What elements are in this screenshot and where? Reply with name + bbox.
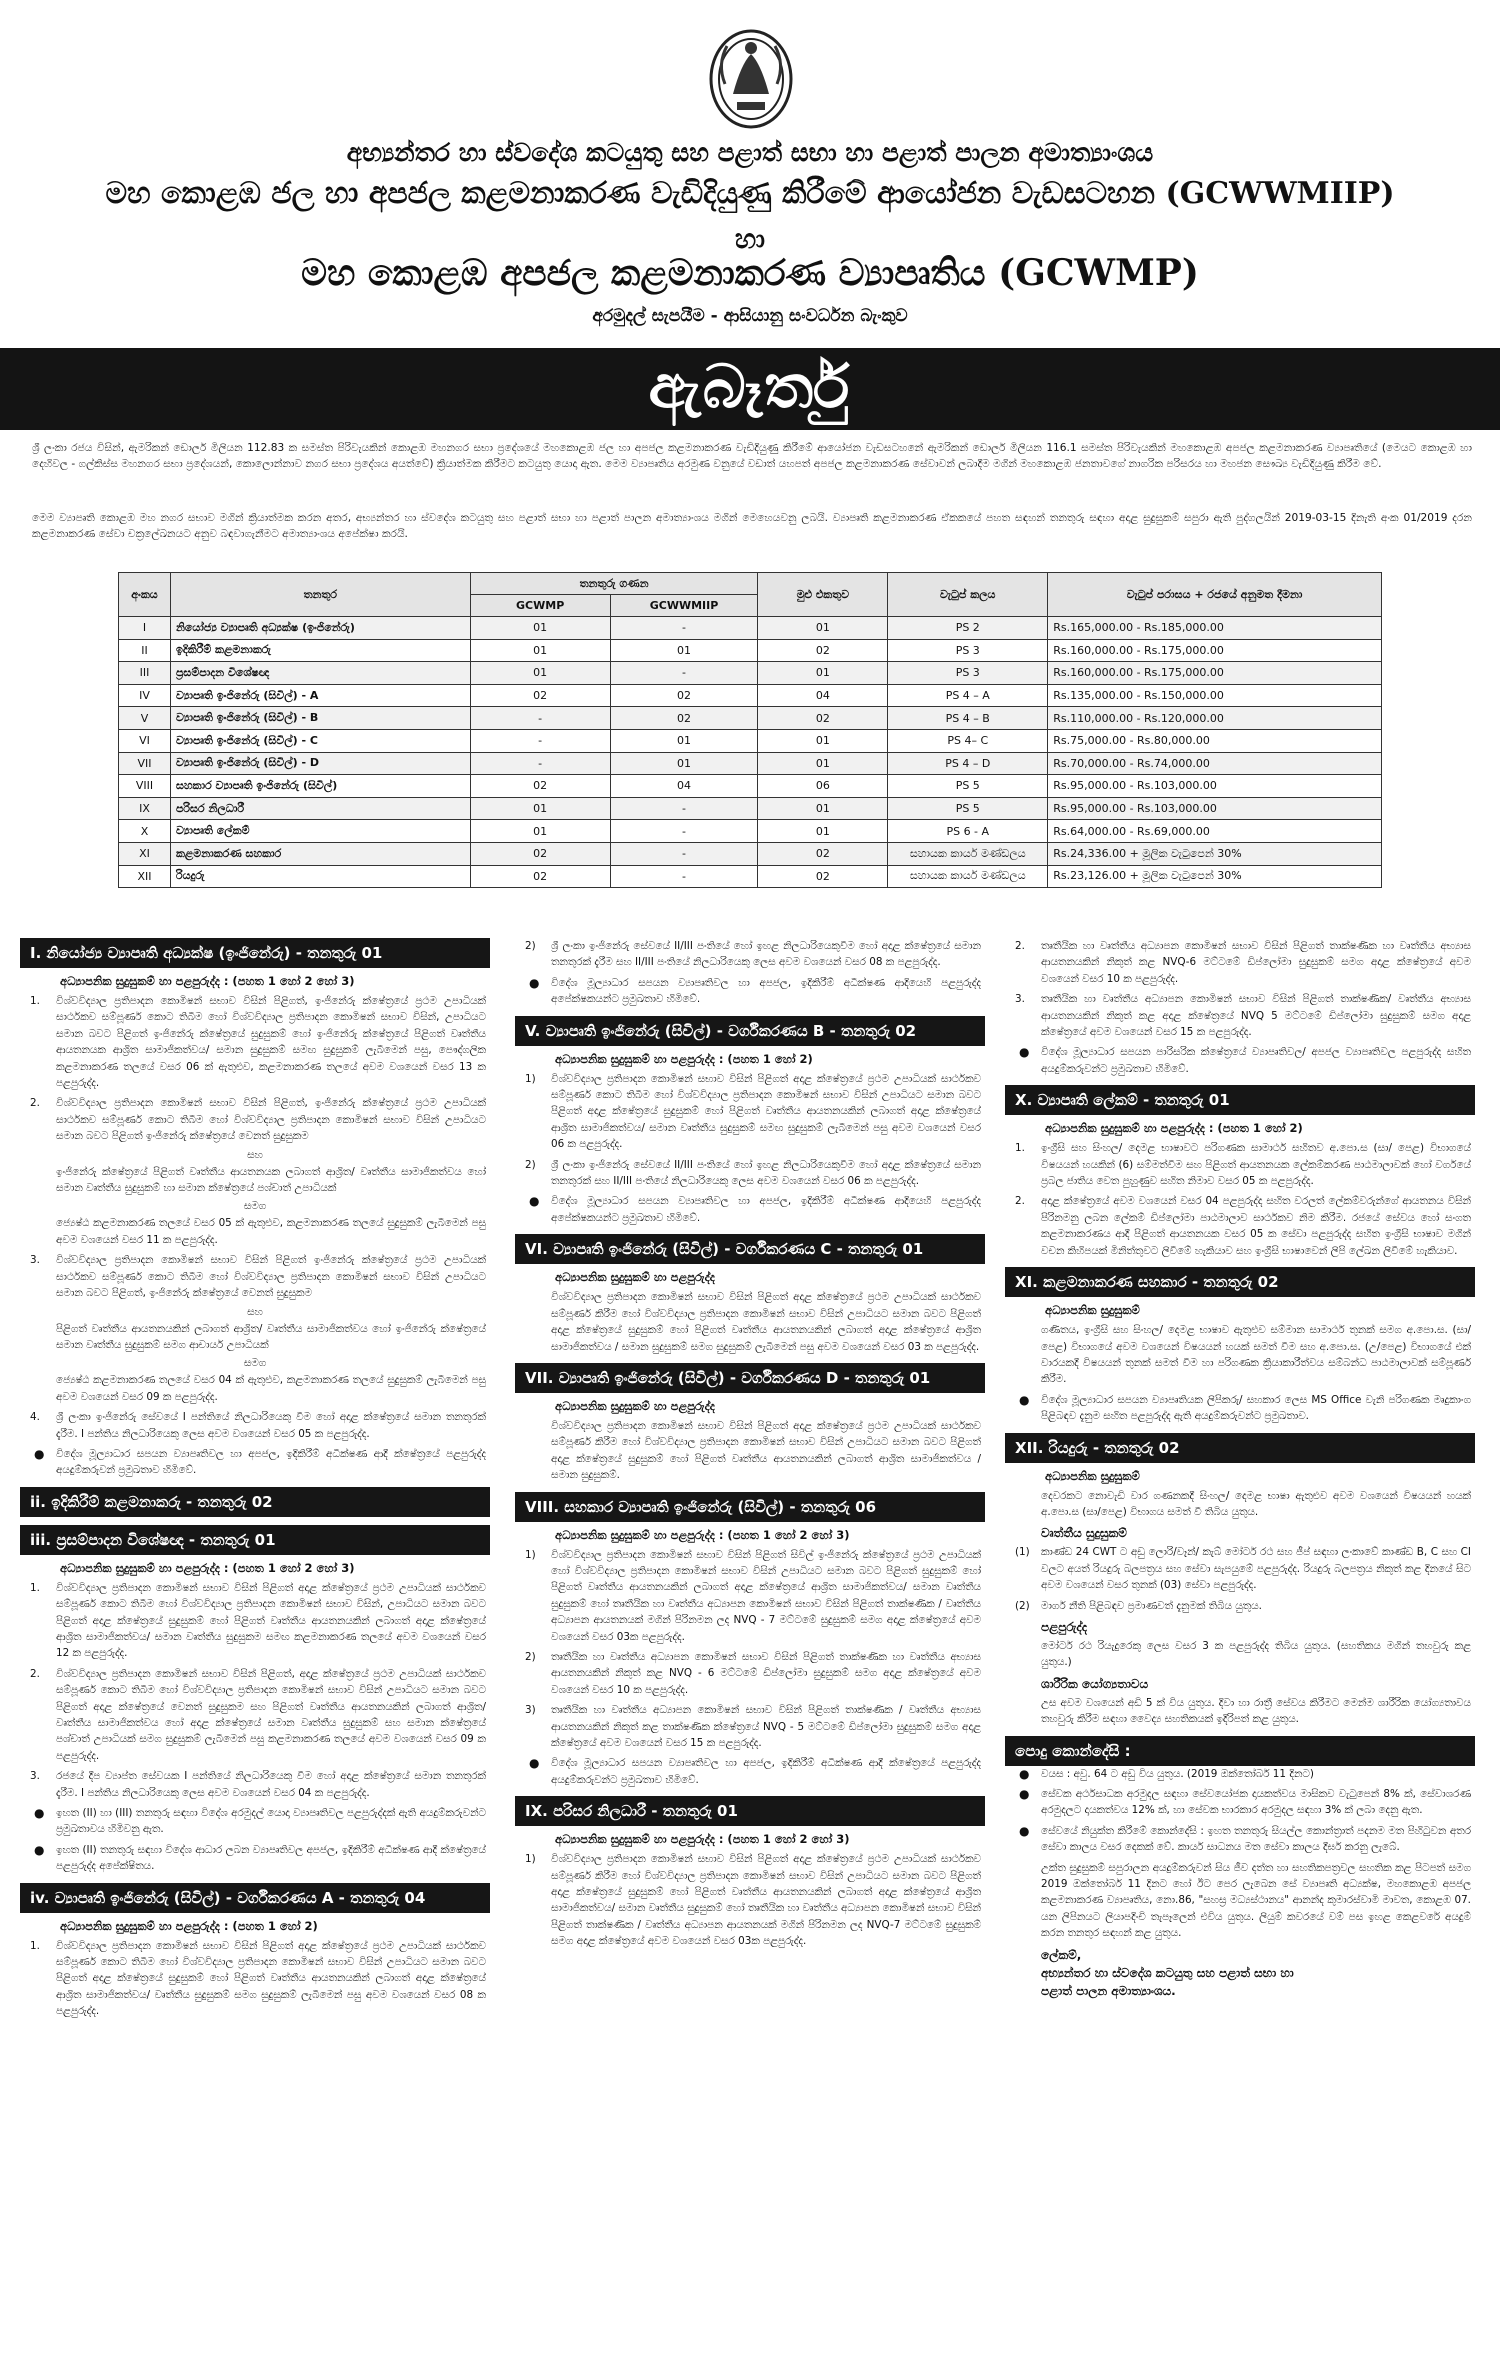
cell-scale: සහායක කාර්ය මණ්ඩලය: [888, 842, 1048, 865]
section-1-item-3c: ජ්‍යෙෂ්ඨ කළමනාකරණ තලයේ වසර 04 ක් ඇතුළුව, කළමනාකරණ තලයේ සුදුසුකම් ලැබීමෙන් පසු අවම වශයෙන් වසර 09 ක පළපුරුද්ද.: [56, 1374, 486, 1403]
cell-gcwmp: 02: [470, 775, 610, 798]
cell-salary: Rs.135,000.00 - Rs.150,000.00: [1048, 684, 1382, 707]
cell-title: ව්‍යාපෘති ඉංජිනේරු (සිවිල්) - C: [170, 729, 470, 752]
col-header-title: තනතුර: [170, 573, 470, 617]
section-8-item-3: 3) තෘතීයික හා වෘත්තීය අධ්‍යාපන කොමිෂන් සභාව විසින් පිළිගත් තාක්ෂණික / වෘත්තීය අභ්‍යාස ආයතනයකින් නිකුත් කළ තාක්ෂණික ක්ෂේත්‍රයේ NVQ - 5 මට්ටමේ ඩිප්ලෝමා සුදුසුකම් සමග අදාළ ක්ෂේත්‍රයේ අවම වශයෙන් වසර 15 ක පළපුරුද්ද.: [551, 1702, 981, 1751]
section-1-title: I. නියෝජ්‍ය ව්‍යාපෘති අධ්‍යක්ෂ (ඉංජිනේරු) - තනතුරු 01: [20, 938, 490, 968]
section-9-bullet: ● විදේශ මූල්‍යාධාර සපයන පාරිසරික ක්ෂේත්‍රයේ ව්‍යාපෘතිවල/ අපජල ව්‍යාපෘතිවල පළපුරුද්ද සහිත අයදුම්කරුවන්ට ප්‍රමුඛතාව හිමිවේ.: [1041, 1044, 1471, 1077]
section-4-subtitle: අධ්‍යාපනික සුදුසුකම් හා පළපුරුද්ද : (පහත 1 හෝ 2): [60, 1918, 318, 1933]
section-9: [515, 1796, 985, 1949]
cell-gcwmp: 02: [470, 842, 610, 865]
intro-paragraph-1: ශ්‍රී ලංකා රජය විසින්, ඇමරිකන් ඩොලර් මිලියන 112.83 ක සමස්ත පිරිවැයකින් කොළඹ මහනගර සභා ප්‍රදේශයේ මහකොළඹ ජල හා අපජල කළමනාකරණ වැඩිදියුණු කිරීමේ ආයෝජන වැඩසටහනේ ඇමරිකන් ඩොලර් මිලියන 116.1 සමස්ත පිරිවැයකින් මහකොළඹ අපජල කළමනාකරණ ව්‍යාපෘතියේ (මෙයට කොළඹ හා දෙහිවල - ගල්කිස්ස මහනගර සභා ප්‍රදේශයන්, කොලොන්නාව නගර සභා ප්‍රදේශය අයත්වේ) ක්‍රියාත්මක කිරීමට කටයුතු යොදා ඇත. මෙම ව්‍යාපෘතිය අරමුණ වනුයේ වඩාත් යහපත් අපජල කළමනාකරණ සේවාවන් ලබාදීම මගින් මහකොළඹ ජනතාවගේ නාගරික පරිසරය හා මහජන සෞඛ්‍ය වැඩිදියුණු කිරීම වේ.: [32, 442, 1472, 470]
connector-and: සහ: [247, 1148, 263, 1161]
cell-total: 06: [758, 775, 888, 798]
col-header-no: අංකය: [119, 573, 171, 617]
cell-gcwmp: 02: [470, 684, 610, 707]
cell-gcwwmiip: -: [610, 797, 758, 820]
section-11: [1005, 1267, 1475, 1424]
section-9-title: IX. පරිසර නිලධාරී - තනතුරු 01: [515, 1796, 985, 1826]
section-3-item-3: 3. රජයේ දීප ව්‍යාප්ත සේවයක I පන්තියේ නිලධාරියෙකු වීම හෝ අදාළ ක්ෂේත්‍රයේ සමාන තනතුරක් දැරීම. I පන්තිය නිලධාරියෙකු ලෙස අවම වශයෙන් වසර 04 ක පළපුරුද්ද.: [56, 1768, 486, 1801]
section-general-conditions: [1005, 1736, 1475, 2000]
table-row: [119, 617, 1382, 640]
cell-gcwmp: 02: [470, 865, 610, 888]
cell-salary: Rs.24,336.00 + මූලික වැටුපෙන් 30%: [1048, 842, 1382, 865]
section-7-title: VII. ව්‍යාපෘති ඉංජිනේරු (සිවිල්) - වර්ගීකරණය D - තනතුරු 01: [515, 1363, 985, 1393]
connector-and: සහ: [247, 1305, 263, 1318]
section-1-item-4: 4. ශ්‍රී ලංකා ඉංජිනේරු සේවයේ I පන්තියේ නිලධාරියෙකු වීම හෝ අදාළ ක්ෂේත්‍රයේ සමාන තනතුරක් දැරීම. I පන්තිය නිලධාරියෙකු ලෙස අවම වශයෙන් වසර 05 ක පළපුරුද්ද.: [56, 1409, 486, 1442]
cell-scale: සහායක කාර්ය මණ්ඩලය: [888, 865, 1048, 888]
section-5-title: V. ව්‍යාපෘති ඉංජිනේරු (සිවිල්) - වර්ගීකරණය B - තනතුරු 02: [515, 1016, 985, 1046]
cell-gcwwmiip: 02: [610, 684, 758, 707]
cell-no: VIII: [119, 775, 171, 798]
cell-scale: PS 4 – D: [888, 752, 1048, 775]
cell-salary: Rs.64,000.00 - Rs.69,000.00: [1048, 820, 1382, 843]
application-instructions: උක්ත සුදුසුකම් සපුරාලන අයදුම්කරුවන් සිය ජීව දත්ත හා සහතිකපත්‍රවල සහතික කළ පිටපත් සමග 2019 ඔක්තෝබර් 11 දිනට හෝ ඊට පෙර ලැබෙන සේ ව්‍යාපෘති අධ්‍යක්ෂ, මහකොළඹ අපජල කළමනාකරණ ව්‍යාපෘතිය, නො.86, "සහස්‍ර මධ්‍යස්ථානය" ආනන්ද කුමාරස්වාමි මාවත, කොළඹ 07. යන ලිපිනයට ලියාපදිංචි තැපෑලෙන් එවිය යුතුය. ලියුම් කවරයේ වම් පස ඉහළ කෙළවරේ අයදුම් කරන තනතුර සඳහන් කළ යුතුය.: [1041, 1861, 1471, 1940]
cell-total: 01: [758, 662, 888, 685]
cell-title: කළමනාකරණ සහකාර: [170, 842, 470, 865]
section-1-item-1: 1. විශ්වවිද්‍යාල ප්‍රතිපාදන කොමිෂන් සභාව විසින් පිළිගත්, ඉංජිනේරු ක්ෂේත්‍රයේ ප්‍රථම උපාධියක් සාර්ථකව සම්පූර්ණ කොට තිබීම හෝ විශ්වවිද්‍යාල ප්‍රතිපාදන කොමිෂන් සභාව විසින්, උපාධියට සමාන බවට පිළිගත් ඉංජිනේරු ක්ෂේත්‍රයේ සුදුසුකම් හෝ ඉංජිනේරු ක්ෂේත්‍රයේ පිළිගත් වෘත්තීය ආයතනයක ආශ්‍රිත සාමාජිකත්වය/ සමාන සුදුසුකම් සමඟ සුදුසුකම් ලැබීමෙන් පසු, පෞද්ගලික කළමනාකරණ තලයේ වසර 06 ක් ඇතුළුව, කළමනාකරණ තලයේ අවම වශයෙන් වසර 13 ක පළපුරුද්ද.: [56, 993, 486, 1091]
cell-gcwmp: -: [470, 707, 610, 730]
section-5-item-2: 2) ශ්‍රී ලංකා ඉංජිනේරු සේවයේ II/III පංතියේ හෝ ඉහළ නිලධාරියෙකුවීම හෝ අදාළ ක්ෂේත්‍රයේ සමාන තනතුරක් සහ II/III පංතියේ නිලධාරියෙකු ලෙස අවම වශයෙන් වසර 06 ක පළපුරුද්ද.: [551, 1157, 981, 1190]
table-row: [119, 797, 1382, 820]
general-condition-epf: ● සේවක අර්ථසාධක අරමුදල සඳහා සේවයෝජක දායකත්වය මාසිකව වැටුපෙන් 8% ක්, සේවාශරණ අරමුදලට දායකත්වය 12% ක්, හා සේවක භාරකාර අරමුදල සඳහා 3% ක් ලබා දෙනු ඇත.: [1041, 1786, 1471, 1819]
cell-gcwwmiip: 01: [610, 752, 758, 775]
cell-salary: Rs.165,000.00 - Rs.185,000.00: [1048, 617, 1382, 640]
section-5-subtitle: අධ්‍යාපනික සුදුසුකම් හා පළපුරුද්ද : (පහත 1 හෝ 2): [555, 1051, 813, 1066]
col-header-gcwwmiip: GCWWMIIP: [610, 595, 758, 617]
section-11-text: ගණිතය, ඉංග්‍රීසි සහ සිංහල/ දෙමළ භාෂාව ඇතුළුව සම්මාන සාමාර්ථ තුනක් සමග අ.පො.ස. (සා/පෙළ) විභාගයේ අවම වශයෙන් විෂයයන් හයක් සමත් වීම සහ අ.පො.ස. (උ/පෙළ) විභාගයේ එක් වාරයකදී විෂයයන් තුනක් සමත් වීම හා පරිගණක ක්‍රියාකාරීත්වය සම්බන්ධ පාඨමාලාවක් සම්පූර්ණ කිරීම.: [1041, 1324, 1471, 1386]
cell-scale: PS 3: [888, 639, 1048, 662]
section-1-subtitle: අධ්‍යාපනික සුදුසුකම් හා පළපුරුද්ද : (පහත 1 හෝ 2 හෝ 3): [60, 974, 355, 988]
cell-title: ව්‍යාපෘති ඉංජිනේරු (සිවිල්) - D: [170, 752, 470, 775]
cell-salary: Rs.75,000.00 - Rs.80,000.00: [1048, 729, 1382, 752]
section-11-subtitle: අධ්‍යාපනික සුදුසුකම්: [1045, 1303, 1140, 1318]
table-row: [119, 752, 1382, 775]
section-4-title: iv. ව්‍යාපෘති ඉංජිනේරු (සිවිල්) - වර්ගීකරණය A - තනතුරු 04: [20, 1883, 490, 1913]
section-3-subtitle: අධ්‍යාපනික සුදුසුකම් හා පළපුරුද්ද : (පහත 1 හෝ 2 හෝ 3): [60, 1560, 355, 1575]
cell-scale: PS 6 - A: [888, 820, 1048, 843]
section-12-label-experience: පළපුරුද්ද: [1041, 1619, 1088, 1634]
column-3: [1005, 938, 1475, 2008]
cell-title: ප්‍රසම්පාදන විශේෂඥ: [170, 662, 470, 685]
section-8-bullet: ● විදේශ මූල්‍යාධාර සපයන ව්‍යාපෘතිවල හා අපජල, ඉදිකිරීම් අධීක්ෂණ ආදී ක්ෂේත්‍රයේ පළපුරුද්ද අයදුම්කරුවන්ට ප්‍රමුඛතාව හිමිවේ.: [551, 1755, 981, 1788]
sri-lanka-emblem-icon: [703, 24, 799, 134]
section-12-experience: මෝටර් රථ රියැදුරෙකු ලෙස වසර 3 ක පළපුරුද්ද තිබිය යුතුය. (සහතිකය මගින් තහවුරු කළ යුතුය.): [1041, 1639, 1471, 1669]
funding-line: අරමුදල් සැපයීම - ආසියානු සංවර්ධන බැංකුව: [592, 306, 908, 326]
section-5-item-1: 1) විශ්වවිද්‍යාල ප්‍රතිපාදන කොමිෂන් සභාව විසින් පිළිගත් අදාළ ක්ෂේත්‍රයේ ප්‍රථම උපාධියක් සාර්ථකව සම්පූර්ණ කොට තිබීම හෝ විශ්වවිද්‍යාල ප්‍රතිපාදන කොමිෂන් සභාව විසින් උපාධියට සමාන බවට පිළිගත් අදාළ ක්ෂේත්‍රයේ සුදුසුකම් හෝ පිළිගත් වෘත්තීය ආයතනයකින් ලබාගත් අදාළ ක්ෂේත්‍රයේ ආශ්‍රිත සාමාජිකත්වය/ සමාන වෘත්තීය සුදුසුකම් සමඟ සුදුසුකම් ලැබීමෙන් පසු අවම වශයෙන් වසර 06 ක පළපුරුද්ද.: [551, 1071, 981, 1153]
section-5-bullet: ● විදේශ මූල්‍යාධාර සපයන ව්‍යාපෘතිවල හා අපජල, ඉදිකිරීම් අධීක්ෂණ ආදියෙහි පළපුරුද්ද අපේක්ෂකයන්ට ප්‍රමුඛතාව හිමිවේ.: [551, 1193, 981, 1226]
cell-no: IX: [119, 797, 171, 820]
section-10-subtitle: අධ්‍යාපනික සුදුසුකම් හා පළපුරුද්ද : (පහත 1 හෝ 2): [1045, 1121, 1303, 1136]
cell-title: ව්‍යාපෘති ලේකම්: [170, 820, 470, 843]
cell-scale: PS 5: [888, 775, 1048, 798]
section-4-item-2: 2) ශ්‍රී ලංකා ඉංජිනේරු සේවයේ II/III පංතියේ හෝ ඉහළ නිලධාරියෙකුවීම හෝ අදාළ ක්ෂේත්‍රයේ සමාන තනතුරක් දැරීම සහ II/III පංතියේ නිලධාරියෙකු ලෙස අවම වශයෙන් වසර 08 ක පළපුරුද්ද.: [551, 938, 981, 971]
section-4-bullet: ● විදේශ මූල්‍යාධාර සපයන ව්‍යාපෘතිවල හා අපජල, ඉදිකිරීම් අධීක්ෂණ ආදියෙහි පළපුරුද්ද අපේක්ෂකයන්ට ප්‍රමුඛතාව හිමිවේ.: [551, 975, 981, 1008]
general-condition-age: ● වයස : අවු. 64 ට අඩු විය යුතුය. (2019 ඔක්තෝබර් 11 දිනට): [1041, 1766, 1471, 1782]
table-row: [119, 729, 1382, 752]
table-row: [119, 842, 1382, 865]
column-1: [20, 938, 490, 2028]
section-3-title: iii. ප්‍රසම්පාදන විශේෂඥ - තනතුරු 01: [20, 1525, 490, 1555]
cell-title: සහකාර ව්‍යාපෘති ඉංජිනේරු (සිවිල්): [170, 775, 470, 798]
col-header-total: මුළු එකතුව: [758, 573, 888, 617]
cell-salary: Rs.95,000.00 - Rs.103,000.00: [1048, 775, 1382, 798]
table-row: [119, 865, 1382, 888]
cell-title: පරිසර නිලධාරී: [170, 797, 470, 820]
cell-scale: PS 4 – B: [888, 707, 1048, 730]
ministry-heading: අභ්‍යන්තර හා ස්වදේශ කටයුතු සහ පළාත් සභා හා පළාත් පාලන අමාත්‍යාංශය: [346, 138, 1154, 167]
general-condition-terms: ● සේවයේ නියුක්ත කිරීමේ කොන්දේසි : ඉහත තනතුරු සියල්ල කොන්ත්‍රාත් පදනම මත පිහිටුවන අතර සේවා කාලය වසර දෙකක් වේ. කාර්ය සාධනය මත සේවා කාලය දීර්ඝ කරනු ලැබේ.: [1041, 1823, 1471, 1856]
cell-scale: PS 2: [888, 617, 1048, 640]
section-6: [515, 1234, 985, 1355]
cell-title: ඉදිකිරීම් කළමනාකරු: [170, 639, 470, 662]
cell-gcwmp: 01: [470, 662, 610, 685]
cell-total: 01: [758, 820, 888, 843]
cell-gcwmp: 01: [470, 639, 610, 662]
section-12-fitness: උස අවම වශයෙන් අඩි 5 ක් විය යුතුය. දිවා හා රාත්‍රී සේවය කිරීමට මෙන්ම ශාරීරික යෝග්‍යතාවය තහවුරු කිරීම සඳහා වෛද්‍ය සහතිකයක් ඉදිරිපත් කළ යුතුය.: [1041, 1696, 1471, 1726]
section-6-text: විශ්වවිද්‍යාල ප්‍රතිපාදන කොමිෂන් සභාව විසින් පිළිගත් අදාළ ක්ෂේත්‍රයේ ප්‍රථම උපාධියක් සාර්ථකව සම්පූර්ණ කිරීම හෝ විශ්වවිද්‍යාල ප්‍රතිපාදන කොමිෂන් සභාව විසින් උපාධියට සමාන බවට පිළිගත් අදාළ ක්ෂේත්‍රයේ සුදුසුකම් හෝ පිළිගත් වෘත්තීය ආයතනයකින් ලබාගත් අදාළ ක්ෂේත්‍රයේ ආශ්‍රිත සාමාජිකත්වය / සමාන සුදුසුකම් සමග සුදුසුකම් ලැබීමෙන් පසු අවම වශයෙන් වසර 03 ක පළපුරුද්ද.: [551, 1291, 981, 1353]
cell-gcwwmiip: -: [610, 842, 758, 865]
connector-with: සමග: [243, 1357, 267, 1370]
section-1-item-3b: පිළිගත් වෘත්තීය ආයතනයකින් ලබාගත් ආශ්‍රිත/ වෘත්තීය සාමාජිකත්වය හෝ ඉංජිනේරු ක්ෂේත්‍රයේ සමාන වෘත්තීය සුදුසුකම් සමග ආචාර්ය උපාධියක්: [56, 1322, 486, 1351]
column-2: [515, 938, 985, 1958]
cell-no: XII: [119, 865, 171, 888]
project-heading: මහ කොළඹ අපජල කළමනාකරණ ව්‍යාපෘතිය (GCWMP): [301, 252, 1199, 294]
section-11-title: XI. කළමනාකරණ සහකාර - තනතුරු 02: [1005, 1267, 1475, 1297]
col-header-scale: වැටුප් කලය: [888, 573, 1048, 617]
col-header-count: තනතුරු ගණන: [470, 573, 758, 595]
vacancies-title: ඇබෑර්තු: [648, 352, 852, 422]
cell-scale: PS 3: [888, 662, 1048, 685]
section-10-item-1: 1. ඉංග්‍රීසි සහ සිංහල/ දෙමළ භාෂාවට පරිගණක සාමාර්ථ සහිතව අ.පො.ස (සා/ පෙළ) විභාගයේ විෂයයන් හයකින් (6) සම්මත්වීම සහ පිළිගත් ආයතනයක ලේකම්කරණ පාඨමාලාවක් හෝ වර්ගයේ ප්‍රබල ජාතිය වෙත පුහුණුව සහිත නිමාව වසර 05 ක පළපුරුද්ද.: [1041, 1140, 1471, 1189]
cell-salary: Rs.160,000.00 - Rs.175,000.00: [1048, 662, 1382, 685]
col-header-salary: වැටුප් පරාසය + රජයේ අනුමත දීමනා: [1048, 573, 1382, 617]
section-7: [515, 1363, 985, 1484]
section-12-item-2: (2) මාර්ග නීති පිළිබඳව ප්‍රමාණවත් දැනුමක් තිබිය යුතුය.: [1041, 1598, 1471, 1614]
cell-salary: Rs.70,000.00 - Rs.74,000.00: [1048, 752, 1382, 775]
section-6-subtitle: අධ්‍යාපනික සුදුසුකම් හා පළපුරුද්ද: [555, 1270, 715, 1285]
section-1-item-2: 2. විශ්වවිද්‍යාල ප්‍රතිපාදන කොමිෂන් සභාව විසින් පිළිගත්, ඉංජිනේරු ක්ෂේත්‍රයේ ප්‍රථම උපාධියක් සාර්ථකව සම්පූර්ණ කොට තිබීම හෝ විශ්වවිද්‍යාල ප්‍රතිපාදන කොමිෂන් සභාව විසින් උපාධියට සමාන බවට පිළිගත් ඉංජිනේරු ක්ෂේත්‍රයේ වෙනත් සුදුසුකම: [56, 1095, 486, 1144]
table-row: [119, 662, 1382, 685]
section-3-bullet-2: ● ඉහත (II) තනතුරු සඳහා විදේශ ආධාර ලබන ව්‍යාපෘතිවල අපජල, ඉදිකිරීම් අධීක්ෂණ ආදී ක්ෂේත්‍රයේ පළපුරුද්ද අපේක්ෂිතය.: [56, 1842, 486, 1875]
cell-no: V: [119, 707, 171, 730]
cell-salary: Rs.110,000.00 - Rs.120,000.00: [1048, 707, 1382, 730]
cell-total: 02: [758, 865, 888, 888]
cell-gcwwmiip: -: [610, 662, 758, 685]
cell-salary: Rs.23,126.00 + මූලික වැටුපෙන් 30%: [1048, 865, 1382, 888]
section-4-item-1: 1. විශ්වවිද්‍යාල ප්‍රතිපාදන කොමිෂන් සභාව විසින් පිළිගත් අදාළ ක්ෂේත්‍රයේ ප්‍රථම උපාධියක් සාර්ථකව සම්පූර්ණ කොට තිබීම හෝ විශ්වවිද්‍යාල ප්‍රතිපාදන කොමිෂන් සභාව විසින් උපාධියට සමාන බවට පිළිගත් අදාළ ක්ෂේත්‍රයේ සුදුසුකම් හෝ පිළිගත් වෘත්තීය ආයතනයකින් ලබාගත් අදාළ ක්ෂේත්‍රයේ ආශ්‍රිත සාමාජිකත්වය/ වෘත්තීය සුදුසුකම් සමග සුදුසුකම් ලැබීමෙන් පසු අවම වශයෙන් වසර 08 ක පළපුරුද්ද.: [56, 1938, 486, 2020]
section-7-text: විශ්වවිද්‍යාල ප්‍රතිපාදන කොමිෂන් සභාව විසින් පිළිගත් අදාළ ක්ෂේත්‍රයේ ප්‍රථම උපාධියක් සාර්ථකව සම්පූර්ණ කිරීම හෝ විශ්වවිද්‍යාල ප්‍රතිපාදන කොමිෂන් සභාව විසින් උපාධියට සමාන බවට පිළිගත් අදාළ ක්ෂේත්‍රයේ සුදුසුකම් හෝ පිළිගත් වෘත්තීය ආයතනයකින් ලබාගත් ආශ්‍රිත සාමාජිකත්වය / සමාන සුදුසුකම්.: [551, 1419, 981, 1482]
cell-total: 02: [758, 707, 888, 730]
table-row: [119, 639, 1382, 662]
cell-gcwmp: -: [470, 752, 610, 775]
signature-secretary: ලේකම්,: [1041, 1947, 1082, 1962]
section-9-subtitle: අධ්‍යාපනික සුදුසුකම් හා පළපුරුද්ද : (පහත 1 හෝ 2 හෝ 3): [555, 1832, 850, 1847]
section-1: [20, 938, 490, 1479]
cell-no: I: [119, 617, 171, 640]
cell-total: 01: [758, 617, 888, 640]
section-10-item-2: 2. අදාළ ක්ෂේත්‍රයේ අවම වශයෙන් වසර 04 පළපුරුද්ද සහිත වරලත් ලේකම්වරුන්ගේ ආයතනය විසින් පිරිනමනු ලබන ලේකම් ඩිප්ලෝමා පාඨමාලාව සාර්ථකව නිම කිරීම. රජයේ සේවය හෝ සංගත කළමනාකරණය ආදී පිළිගත් ආයතනයක වසර 05 ක සේවා පළපුරුද්ද සහිත ඉංග්‍රීසි භාෂාව මගින් වචන කිහිපයක් මිනිත්තුවට ලිවීමේ හැකියාව සහ ඉංග්‍රීසි භාෂාවෙන් ලිපි ලේඛන ලිවීමේ හැකියාව.: [1041, 1193, 1471, 1259]
cell-gcwmp: 01: [470, 820, 610, 843]
section-12: [1005, 1433, 1475, 1728]
section-4: [20, 1883, 490, 2020]
section-7-subtitle: අධ්‍යාපනික සුදුසුකම් හා පළපුරුද්ද: [555, 1398, 715, 1413]
cell-title: රියදුරු: [170, 865, 470, 888]
cell-gcwmp: 01: [470, 797, 610, 820]
cell-salary: Rs.160,000.00 - Rs.175,000.00: [1048, 639, 1382, 662]
section-2: [20, 1487, 490, 1517]
cell-gcwwmiip: 01: [610, 639, 758, 662]
table-row: [119, 684, 1382, 707]
cell-gcwwmiip: 04: [610, 775, 758, 798]
general-conditions-title: පොදු කොන්දේසි :: [1005, 1736, 1475, 1766]
cell-gcwwmiip: -: [610, 865, 758, 888]
cell-scale: PS 5: [888, 797, 1048, 820]
section-3-item-1: 1. විශ්වවිද්‍යාල ප්‍රතිපාදන කොමිෂන් සභාව විසින් පිළිගත් අදාළ ක්ෂේත්‍රයේ ප්‍රථම උපාධියක් සාර්ථකව සම්පූර්ණ කොට තිබීම හෝ විශ්වවිද්‍යාල ප්‍රතිපාදන කොමිෂන් සභාව විසින්, උපාධියට සමාන බවට පිළිගත් අදාළ ක්ෂේත්‍රයේ සුදුසුකම් හෝ පිළිගත් වෘත්තීය ආයතනයකින් ලබාගත් අදාළ ක්ෂේත්‍රයේ ආශ්‍රිත සාමාජිකත්වය/ සමාන වෘත්තීය සුදුසුකම සමඟ කළමනාකරණ තලයේ අවම වශයෙන් වසර 12 ක පළපුරුද්ද.: [56, 1580, 486, 1662]
section-1-bullet: ● විදේශ මූල්‍යාධාර සපයන ව්‍යාපෘතිවල හා අපජල, ඉදිකිරීම් අධීක්ෂණ ආදී ක්ෂේත්‍රයේ පළපුරුද්ද අයදුම්කරුවන් ප්‍රමුඛතාව හිමිවේ.: [56, 1446, 486, 1479]
cell-no: II: [119, 639, 171, 662]
signature-ministry-line-2: පළාත් පාලන අමාත්‍යාංශය.: [1041, 1983, 1176, 1998]
cell-title: ව්‍යාපෘති ඉංජිනේරු (සිවිල්) - B: [170, 707, 470, 730]
section-8-title: VIII. සහකාර ව්‍යාපෘති ඉංජිනේරු (සිවිල්) - තනතුරු 06: [515, 1492, 985, 1522]
vacancies-banner: [0, 348, 1500, 430]
program-heading: මහ කොළඹ ජල හා අපජල කළමනාකරණ වැඩිදියුණු කිරීමේ ආයෝජන වැඩසටහන (GCWWMIIP): [105, 176, 1395, 211]
cell-gcwmp: 01: [470, 617, 610, 640]
section-8-item-1: 1) විශ්වවිද්‍යාල ප්‍රතිපාදන කොමිෂන් සභාව විසින් පිළිගත් සිවිල් ඉංජිනේරු ක්ෂේත්‍රයේ ප්‍රථම උපාධියක් හෝ විශ්වවිද්‍යාල ප්‍රතිපාදන කොමිෂන් සභාව විසින් උපාධියට සමාන බවට පිළිගත් සුදුසුකම් හෝ පිළිගත් වෘත්තීය ආයතනයකින් ලබාගත් අදාළ ක්ෂේත්‍රයේ ආශ්‍රිත සාමාජිකත්වය/ සමාන වෘත්තීය සුදුසුකම් හෝ තෘතීයික හා වෘත්තීය අධ්‍යාපන කොමිෂන් සභාව විසින් පිළිගත් තාක්ෂණික / වෘත්තීය අධ්‍යාපන ආයතනයක් මගින් පිරිනමන ලද NVQ - 7 මට්ටමේ සුදුසුකම් සමග අදාළ ක්ෂේත්‍රයේ අවම වශයෙන් වසර 03ක පළපුරුද්ද.: [551, 1547, 981, 1645]
section-10-title: X. ව්‍යාපෘති ලේකම් - තනතුරු 01: [1005, 1085, 1475, 1115]
cell-no: X: [119, 820, 171, 843]
section-3: [20, 1525, 490, 1875]
signature-ministry-line-1: අභ්‍යන්තර හා ස්වදේශ කටයුතු සහ පළාත් සභා හා: [1041, 1965, 1294, 1980]
table-row: [119, 775, 1382, 798]
cell-total: 01: [758, 729, 888, 752]
cell-scale: PS 4 – A: [888, 684, 1048, 707]
section-1-item-3: 3. විශ්වවිද්‍යාල ප්‍රතිපාදන කොමිෂන් සභාව විසින් පිළිගත් ඉංජිනේරු ක්ෂේත්‍රයේ ප්‍රථම උපාධියක් සාර්ථකව සම්පූර්ණ කොට තිබීම හෝ විශ්වවිද්‍යාල ප්‍රතිපාදන කොමිෂන් සභාව විසින් උපාධියට සමාන බවට පිළිගත්, ඉංජිනේරු ක්ෂේත්‍රයේ වෙනත් සුදුසුකම: [56, 1252, 486, 1301]
section-6-title: VI. ව්‍යාපෘති ඉංජිනේරු (සිවිල්) - වර්ගීකරණය C - තනතුරු 01: [515, 1234, 985, 1264]
section-12-text: දෙවරකට නොවැඩි වාර ගණනකදී සිංහල/ දෙමළ භාෂා ඇතුළුව අවම වශයෙන් විෂයයන් හයක් අ.පො.ස (සා/පෙළ) විභාගය සමත් වී තිබිය යුතුය.: [1041, 1489, 1471, 1518]
cell-no: VI: [119, 729, 171, 752]
intro-paragraph-2: මෙම ව්‍යාපෘති කොළඹ මහ නගර සභාව මගින් ක්‍රියාත්මක කරන අතර, අභ්‍යන්තර හා ස්වදේශ කටයුතු සහ පළාත් සභා හා පළාත් පාලන අමාත්‍යාංශය මගින් මෙහෙයවනු ලබයි. ව්‍යාපෘති කළමනාකරණ ඒකකයේ පහත සඳහන් තනතුරු සඳහා අදාළ සුදුසුකම් සපුරා ඇති පුද්ගලයින් 2019-03-15 දිනැති අංක 01/2019 දරන කළමනාකරණ සේවා චක්‍රලේඛනයට අනුව බඳවාගැනීමට අමාත්‍යාංශය අපේක්ෂා කරයි.: [32, 512, 1472, 540]
section-12-label-vocational: වෘත්තීය සුදුසුකම්: [1041, 1526, 1127, 1541]
section-4-continued: [515, 938, 985, 1008]
cell-no: III: [119, 662, 171, 685]
section-12-label-fitness: ශාරීරික යෝග්‍යතාවය: [1041, 1676, 1149, 1691]
cell-gcwwmiip: 01: [610, 729, 758, 752]
section-9-continued: [1005, 938, 1475, 1077]
section-1-item-2b: ඉංජිනේරු ක්ෂේත්‍රයේ පිළිගත් වෘත්තීය ආයතනයක ලබාගත් ආශ්‍රිත/ වෘත්තීය සාමාජිකත්වය හෝ සමාන වෘත්තීය සුදුසුකම් හා සමාන ක්ෂේත්‍රයේ පශ්චාත් උපාධියක්: [56, 1165, 486, 1195]
table-row: [119, 707, 1382, 730]
cell-gcwwmiip: 02: [610, 707, 758, 730]
and-heading: හා: [734, 224, 766, 255]
cell-total: 02: [758, 842, 888, 865]
section-12-subtitle: අධ්‍යාපනික සුදුසුකම්: [1045, 1468, 1140, 1483]
cell-gcwmp: -: [470, 729, 610, 752]
cell-no: VII: [119, 752, 171, 775]
section-5: [515, 1016, 985, 1227]
table-row: [119, 820, 1382, 843]
section-2-title: ii. ඉදිකිරීම් කළමනාකරු - තනතුරු 02: [20, 1487, 490, 1517]
cell-scale: PS 4– C: [888, 729, 1048, 752]
cell-total: 04: [758, 684, 888, 707]
section-3-bullet-1: ● ඉහත (II) හා (III) තනතුරු සඳහා විදේශ අරමුදල් යොදා ව්‍යාපෘතිවල පළපුරුද්දක් ඇති අයදුම්කරුවන්ට ප්‍රමුඛතාවය හිමිවනු ඇත.: [56, 1805, 486, 1838]
col-header-gcwmp: GCWMP: [470, 595, 610, 617]
cell-salary: Rs.95,000.00 - Rs.103,000.00: [1048, 797, 1382, 820]
section-10: [1005, 1085, 1475, 1259]
section-8: [515, 1492, 985, 1789]
cell-title: ව්‍යාපෘති ඉංජිනේරු (සිවිල්) - A: [170, 684, 470, 707]
section-11-bullet: ● විදේශ මූල්‍යාධාර සපයන ව්‍යාපෘතියක ලිපිකරු/ සහකාර ලෙස MS Office වැනි පරිගණක මෘදුකාංග පිළිබඳව දැනුම සහිත පළපුරුද්ද ඇති අයදුම්කරුවන්ට ප්‍රමුඛතාව.: [1041, 1392, 1471, 1425]
section-9-item-2: 2. තෘතීයික හා වෘත්තීය අධ්‍යාපන කොමිෂන් සභාව විසින් පිළිගත් තාක්ෂණික හා වෘත්තීය අභ්‍යාස ආයතනයකින් නිකුත් කළ NVQ-6 මට්ටමේ ඩිප්ලෝමා සුදුසුකම් සමග අදාළ ක්ෂේත්‍රයේ අවම වශයෙන් වසර 10 ක පළපුරුද්ද.: [1041, 938, 1471, 987]
cell-gcwwmiip: -: [610, 820, 758, 843]
section-8-subtitle: අධ්‍යාපනික සුදුසුකම් හා පළපුරුද්ද : (පහත 1 හෝ 2 හෝ 3): [555, 1527, 850, 1542]
section-12-item-1: (1) කාණ්ඩ 24 CWT ට අඩු ලොරි/වෑන්/ කැබ් මෝටර් රථ සහ ජීප් සඳහා ලංකාවේ කාණ්ඩ B, C සහ CI වලට අයත් රියදුරු බලපත්‍රය සහ සේවා සැපයුමේ පළපුරුද්ද. රියදුරු බලපත්‍රය නිකුත් කළ දිනයේ සිට අවම වශයෙන් වසර තුනක් (03) සේවා පළපුරුද්ද.: [1041, 1544, 1471, 1593]
cell-total: 01: [758, 797, 888, 820]
section-12-title: XII. රියදුරු - තනතුරු 02: [1005, 1433, 1475, 1463]
section-9-item-3: 3. තෘතීයික හා වෘත්තීය අධ්‍යාපන කොමිෂන් සභාව විසින් පිළිගත් තාක්ෂණික/ වෘත්තීය අභ්‍යාස ආයතනයකින් නිකුත් කළ අදාළ ක්ෂේත්‍රයේ NVQ 5 මට්ටමේ ඩිප්ලෝමා සුදුසුකම් සමග අදාළ ක්ෂේත්‍රයේ අවම වශයෙන් වසර 15 ක පළපුරුද්ද.: [1041, 991, 1471, 1040]
section-9-item-1: 1) විශ්වවිද්‍යාල ප්‍රතිපාදන කොමිෂන් සභාව විසින් පිළිගත් අදාළ ක්ෂේත්‍රයේ ප්‍රථම උපාධියක් සාර්ථකව සම්පූර්ණ කිරීම හෝ විශ්වවිද්‍යාල ප්‍රතිපාදන කොමිෂන් සභාව විසින් උපාධියට සමාන බවට පිළිගත් අදාළ ක්ෂේත්‍රයේ සුදුසුකම් හෝ පිළිගත් වෘත්තීය ආයතනයකින් ලබාගත් අදාළ ක්ෂේත්‍රයේ ආශ්‍රිත සාමාජිකත්වය/ සමාන වෘත්තීය සුදුසුකම් හෝ තෘතීයික හා වෘත්තීය අධ්‍යාපන කොමිෂන් සභාව විසින් පිළිගත් තාක්ෂණික / වෘත්තීය අධ්‍යාපන ආයතනයක් මගින් පිරිනමන ලද NVQ-7 මට්ටමේ සුදුසුකම් සමග අදාළ ක්ෂේත්‍රයේ අවම වශයෙන් වසර 03ක පළපුරුද්ද.: [551, 1851, 981, 1949]
vacancies-table: [118, 572, 1382, 888]
section-8-item-2: 2) තෘතීයික හා වෘත්තීය අධ්‍යාපන කොමිෂන් සභාව විසින් පිළිගත් තාක්ෂණික හා වෘත්තීය අභ්‍යාස ආයතනයකින් නිකුත් කළ NVQ - 6 මට්ටමේ ඩිප්ලෝමා සුදුසුකම් සමග අදාළ ක්ෂේත්‍රයේ අවම වශයෙන් වසර 10 ක පළපුරුද්ද.: [551, 1649, 981, 1698]
cell-title: නියෝජ්‍ය ව්‍යාපෘති අධ්‍යක්ෂ (ඉංජිනේරු): [170, 617, 470, 640]
cell-no: IV: [119, 684, 171, 707]
cell-gcwwmiip: -: [610, 617, 758, 640]
cell-total: 01: [758, 752, 888, 775]
cell-total: 02: [758, 639, 888, 662]
cell-no: XI: [119, 842, 171, 865]
connector-with: සමග: [243, 1200, 267, 1213]
section-3-item-2: 2. විශ්වවිද්‍යාල ප්‍රතිපාදන කොමිෂන් සභාව විසින් පිළිගත්, අදාළ ක්ෂේත්‍රයේ ප්‍රථම උපාධියක් සාර්ථකව සම්පූර්ණ කොට තිබීම හෝ විශ්වවිද්‍යාල ප්‍රතිපාදන කොමිෂන් සභාව විසින් උපාධියට සමාන බවට පිළිගත් අදාළ ක්ෂේත්‍රයේ වෙනත් සුදුසුකම සහ පිළිගත් වෘත්තීය ආයතනයකින් ලබාගත් ආශ්‍රිත/ වෘත්තීය සාමාජිකත්වය හෝ අදාළ ක්ෂේත්‍රයේ සමාන වෘත්තීය සුදුසුකම් සහ සමාන ක්ෂේත්‍රයේ පශ්චාත් උපාධියක් සමග සුදුසුකම් ලැබීමෙන් පසු කළමනාකරණ තලයේ අවම වශයෙන් වසර 09 ක පළපුරුද්ද.: [56, 1666, 486, 1764]
section-1-item-2c: ජ්‍යෙෂ්ඨ කළමනාකරණ තලයේ වසර 05 ක් ඇතුළුව, කළමනාකරණ තලයේ සුදුසුකම් ලැබීමෙන් පසු අවම වශයෙන් වසර 11 ක පළපුරුද්ද.: [56, 1217, 486, 1246]
